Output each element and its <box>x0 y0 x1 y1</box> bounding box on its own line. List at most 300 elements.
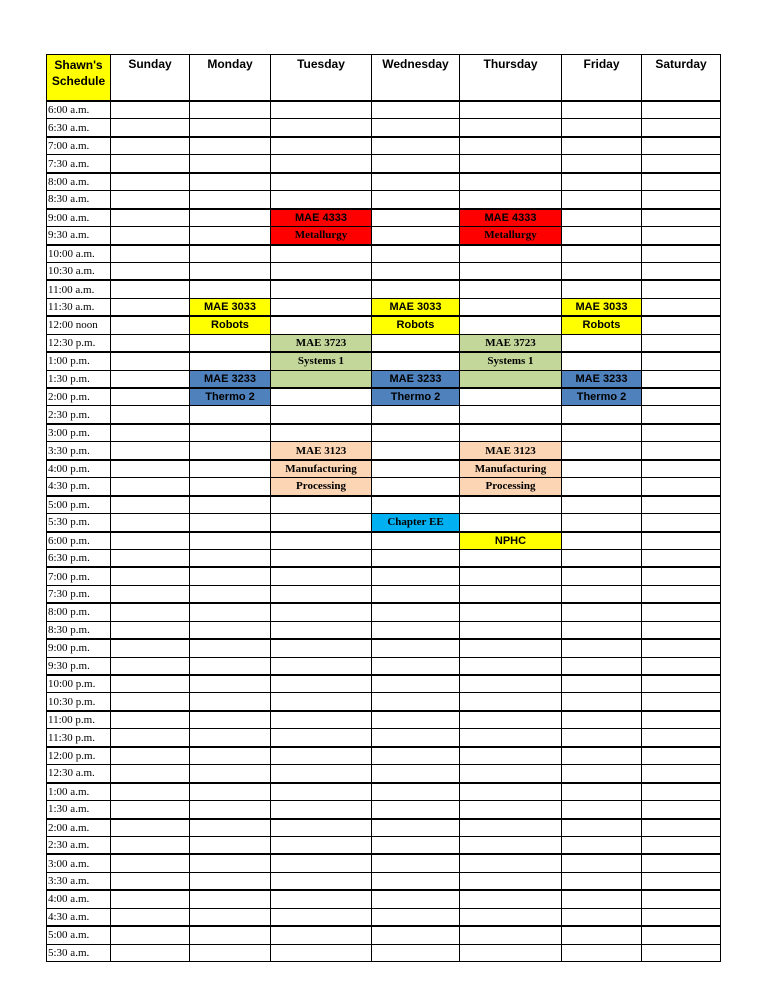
slot-cell-tuesday[interactable] <box>271 137 372 155</box>
slot-cell-saturday[interactable] <box>642 765 721 783</box>
slot-cell-thursday[interactable] <box>460 280 562 298</box>
slot-cell-thursday[interactable] <box>460 388 562 406</box>
slot-cell-friday[interactable] <box>562 657 642 675</box>
slot-cell-saturday[interactable] <box>642 478 721 496</box>
slot-cell-monday[interactable] <box>190 101 271 119</box>
slot-cell-saturday[interactable] <box>642 262 721 280</box>
class-block[interactable]: MAE 3233 <box>190 370 271 388</box>
slot-cell-thursday[interactable] <box>460 298 562 316</box>
slot-cell-monday[interactable] <box>190 908 271 926</box>
slot-cell-saturday[interactable] <box>642 137 721 155</box>
slot-cell-sunday[interactable] <box>111 334 190 352</box>
slot-cell-friday[interactable] <box>562 137 642 155</box>
slot-cell-tuesday[interactable] <box>271 585 372 603</box>
slot-cell-monday[interactable] <box>190 442 271 460</box>
slot-cell-tuesday[interactable] <box>271 532 372 550</box>
class-block[interactable]: MAE 3033 <box>190 298 271 316</box>
slot-cell-tuesday[interactable] <box>271 621 372 639</box>
slot-cell-sunday[interactable] <box>111 801 190 819</box>
slot-cell-friday[interactable] <box>562 191 642 209</box>
slot-cell-thursday[interactable] <box>460 729 562 747</box>
slot-cell-friday[interactable] <box>562 173 642 191</box>
class-block[interactable]: MAE 3123 <box>271 442 372 460</box>
slot-cell-saturday[interactable] <box>642 370 721 388</box>
slot-cell-tuesday[interactable] <box>271 567 372 585</box>
slot-cell-sunday[interactable] <box>111 747 190 765</box>
slot-cell-thursday[interactable] <box>460 908 562 926</box>
class-block[interactable]: Systems 1 <box>271 352 372 370</box>
slot-cell-monday[interactable] <box>190 567 271 585</box>
slot-cell-friday[interactable] <box>562 549 642 567</box>
class-block[interactable]: Thermo 2 <box>562 388 642 406</box>
slot-cell-wednesday[interactable] <box>372 280 460 298</box>
slot-cell-sunday[interactable] <box>111 854 190 872</box>
slot-cell-tuesday[interactable] <box>271 191 372 209</box>
slot-cell-monday[interactable] <box>190 872 271 890</box>
slot-cell-thursday[interactable] <box>460 854 562 872</box>
slot-cell-sunday[interactable] <box>111 783 190 801</box>
slot-cell-wednesday[interactable] <box>372 890 460 908</box>
slot-cell-sunday[interactable] <box>111 119 190 137</box>
slot-cell-saturday[interactable] <box>642 388 721 406</box>
slot-cell-sunday[interactable] <box>111 298 190 316</box>
slot-cell-thursday[interactable] <box>460 926 562 944</box>
slot-cell-tuesday[interactable] <box>271 693 372 711</box>
slot-cell-thursday[interactable] <box>460 836 562 854</box>
slot-cell-tuesday[interactable] <box>271 280 372 298</box>
slot-cell-friday[interactable] <box>562 101 642 119</box>
slot-cell-sunday[interactable] <box>111 872 190 890</box>
slot-cell-wednesday[interactable] <box>372 854 460 872</box>
slot-cell-wednesday[interactable] <box>372 693 460 711</box>
slot-cell-wednesday[interactable] <box>372 908 460 926</box>
slot-cell-saturday[interactable] <box>642 280 721 298</box>
slot-cell-monday[interactable] <box>190 693 271 711</box>
slot-cell-sunday[interactable] <box>111 711 190 729</box>
slot-cell-tuesday[interactable] <box>271 944 372 961</box>
slot-cell-sunday[interactable] <box>111 765 190 783</box>
slot-cell-sunday[interactable] <box>111 352 190 370</box>
slot-cell-monday[interactable] <box>190 549 271 567</box>
slot-cell-wednesday[interactable] <box>372 603 460 621</box>
slot-cell-wednesday[interactable] <box>372 872 460 890</box>
slot-cell-sunday[interactable] <box>111 478 190 496</box>
slot-cell-tuesday[interactable] <box>271 603 372 621</box>
slot-cell-monday[interactable] <box>190 801 271 819</box>
slot-cell-sunday[interactable] <box>111 890 190 908</box>
class-block[interactable]: Manufacturing <box>460 460 562 478</box>
slot-cell-monday[interactable] <box>190 747 271 765</box>
slot-cell-saturday[interactable] <box>642 245 721 263</box>
slot-cell-sunday[interactable] <box>111 424 190 442</box>
slot-cell-sunday[interactable] <box>111 603 190 621</box>
slot-cell-saturday[interactable] <box>642 227 721 245</box>
slot-cell-thursday[interactable] <box>460 783 562 801</box>
slot-cell-sunday[interactable] <box>111 639 190 657</box>
slot-cell-friday[interactable] <box>562 352 642 370</box>
slot-cell-wednesday[interactable] <box>372 191 460 209</box>
slot-cell-saturday[interactable] <box>642 747 721 765</box>
slot-cell-saturday[interactable] <box>642 101 721 119</box>
class-block[interactable]: Thermo 2 <box>190 388 271 406</box>
slot-cell-sunday[interactable] <box>111 280 190 298</box>
slot-cell-sunday[interactable] <box>111 316 190 334</box>
slot-cell-saturday[interactable] <box>642 173 721 191</box>
slot-cell-wednesday[interactable] <box>372 657 460 675</box>
slot-cell-thursday[interactable] <box>460 639 562 657</box>
class-block[interactable]: MAE 3233 <box>562 370 642 388</box>
slot-cell-thursday[interactable] <box>460 585 562 603</box>
slot-cell-friday[interactable] <box>562 765 642 783</box>
slot-cell-wednesday[interactable] <box>372 819 460 837</box>
class-block[interactable]: MAE 3233 <box>372 370 460 388</box>
slot-cell-wednesday[interactable] <box>372 334 460 352</box>
slot-cell-friday[interactable] <box>562 406 642 424</box>
slot-cell-thursday[interactable] <box>460 514 562 532</box>
slot-cell-thursday[interactable] <box>460 819 562 837</box>
slot-cell-tuesday[interactable] <box>271 854 372 872</box>
slot-cell-monday[interactable] <box>190 926 271 944</box>
slot-cell-sunday[interactable] <box>111 155 190 173</box>
slot-cell-sunday[interactable] <box>111 173 190 191</box>
slot-cell-wednesday[interactable] <box>372 621 460 639</box>
class-block[interactable]: MAE 3033 <box>562 298 642 316</box>
slot-cell-tuesday[interactable] <box>271 298 372 316</box>
class-block[interactable]: Manufacturing <box>271 460 372 478</box>
slot-cell-friday[interactable] <box>562 119 642 137</box>
class-block[interactable]: Metallurgy <box>460 227 562 245</box>
slot-cell-sunday[interactable] <box>111 442 190 460</box>
slot-cell-sunday[interactable] <box>111 209 190 227</box>
slot-cell-thursday[interactable] <box>460 424 562 442</box>
slot-cell-friday[interactable] <box>562 693 642 711</box>
slot-cell-saturday[interactable] <box>642 639 721 657</box>
slot-cell-saturday[interactable] <box>642 711 721 729</box>
slot-cell-sunday[interactable] <box>111 496 190 514</box>
slot-cell-friday[interactable] <box>562 567 642 585</box>
slot-cell-friday[interactable] <box>562 908 642 926</box>
slot-cell-saturday[interactable] <box>642 191 721 209</box>
slot-cell-friday[interactable] <box>562 872 642 890</box>
slot-cell-sunday[interactable] <box>111 944 190 961</box>
slot-cell-friday[interactable] <box>562 280 642 298</box>
slot-cell-tuesday[interactable] <box>271 424 372 442</box>
slot-cell-thursday[interactable] <box>460 101 562 119</box>
slot-cell-tuesday[interactable] <box>271 549 372 567</box>
slot-cell-tuesday[interactable] <box>271 819 372 837</box>
slot-cell-saturday[interactable] <box>642 693 721 711</box>
slot-cell-thursday[interactable] <box>460 872 562 890</box>
slot-cell-thursday[interactable] <box>460 675 562 693</box>
slot-cell-monday[interactable] <box>190 657 271 675</box>
slot-cell-friday[interactable] <box>562 514 642 532</box>
slot-cell-saturday[interactable] <box>642 836 721 854</box>
class-block[interactable]: Robots <box>372 316 460 334</box>
slot-cell-friday[interactable] <box>562 209 642 227</box>
slot-cell-tuesday[interactable] <box>271 388 372 406</box>
slot-cell-monday[interactable] <box>190 675 271 693</box>
slot-cell-friday[interactable] <box>562 424 642 442</box>
slot-cell-monday[interactable] <box>190 227 271 245</box>
class-block[interactable]: MAE 4333 <box>460 209 562 227</box>
slot-cell-wednesday[interactable] <box>372 729 460 747</box>
slot-cell-monday[interactable] <box>190 352 271 370</box>
slot-cell-thursday[interactable] <box>460 890 562 908</box>
slot-cell-monday[interactable] <box>190 819 271 837</box>
slot-cell-thursday[interactable] <box>460 621 562 639</box>
class-block[interactable]: NPHC <box>460 532 562 550</box>
slot-cell-monday[interactable] <box>190 478 271 496</box>
slot-cell-monday[interactable] <box>190 245 271 263</box>
slot-cell-friday[interactable] <box>562 801 642 819</box>
slot-cell-wednesday[interactable] <box>372 944 460 961</box>
class-block[interactable]: MAE 3723 <box>271 334 372 352</box>
slot-cell-saturday[interactable] <box>642 944 721 961</box>
slot-cell-tuesday[interactable] <box>271 783 372 801</box>
slot-cell-sunday[interactable] <box>111 101 190 119</box>
slot-cell-monday[interactable] <box>190 406 271 424</box>
slot-cell-saturday[interactable] <box>642 926 721 944</box>
slot-cell-tuesday[interactable] <box>271 801 372 819</box>
class-block[interactable]: Systems 1 <box>460 352 562 370</box>
slot-cell-friday[interactable] <box>562 227 642 245</box>
slot-cell-monday[interactable] <box>190 173 271 191</box>
slot-cell-thursday[interactable] <box>460 603 562 621</box>
class-block[interactable]: MAE 4333 <box>271 209 372 227</box>
slot-cell-wednesday[interactable] <box>372 747 460 765</box>
slot-cell-friday[interactable] <box>562 245 642 263</box>
slot-cell-saturday[interactable] <box>642 298 721 316</box>
slot-cell-monday[interactable] <box>190 424 271 442</box>
slot-cell-sunday[interactable] <box>111 729 190 747</box>
slot-cell-tuesday[interactable] <box>271 765 372 783</box>
slot-cell-thursday[interactable] <box>460 316 562 334</box>
slot-cell-wednesday[interactable] <box>372 478 460 496</box>
slot-cell-thursday[interactable] <box>460 567 562 585</box>
slot-cell-tuesday[interactable] <box>271 101 372 119</box>
slot-cell-tuesday[interactable] <box>271 316 372 334</box>
slot-cell-tuesday[interactable] <box>271 890 372 908</box>
slot-cell-friday[interactable] <box>562 621 642 639</box>
slot-cell-saturday[interactable] <box>642 603 721 621</box>
slot-cell-thursday[interactable] <box>460 657 562 675</box>
class-block[interactable] <box>460 370 562 388</box>
slot-cell-wednesday[interactable] <box>372 765 460 783</box>
class-block[interactable]: Thermo 2 <box>372 388 460 406</box>
slot-cell-tuesday[interactable] <box>271 514 372 532</box>
slot-cell-thursday[interactable] <box>460 173 562 191</box>
slot-cell-friday[interactable] <box>562 926 642 944</box>
slot-cell-monday[interactable] <box>190 639 271 657</box>
slot-cell-friday[interactable] <box>562 783 642 801</box>
slot-cell-thursday[interactable] <box>460 944 562 961</box>
slot-cell-sunday[interactable] <box>111 908 190 926</box>
slot-cell-thursday[interactable] <box>460 119 562 137</box>
slot-cell-monday[interactable] <box>190 944 271 961</box>
slot-cell-tuesday[interactable] <box>271 639 372 657</box>
slot-cell-monday[interactable] <box>190 262 271 280</box>
slot-cell-saturday[interactable] <box>642 675 721 693</box>
slot-cell-saturday[interactable] <box>642 460 721 478</box>
slot-cell-monday[interactable] <box>190 729 271 747</box>
slot-cell-thursday[interactable] <box>460 693 562 711</box>
slot-cell-sunday[interactable] <box>111 532 190 550</box>
slot-cell-friday[interactable] <box>562 585 642 603</box>
slot-cell-thursday[interactable] <box>460 801 562 819</box>
slot-cell-friday[interactable] <box>562 478 642 496</box>
slot-cell-tuesday[interactable] <box>271 119 372 137</box>
slot-cell-friday[interactable] <box>562 603 642 621</box>
slot-cell-sunday[interactable] <box>111 926 190 944</box>
slot-cell-wednesday[interactable] <box>372 245 460 263</box>
slot-cell-friday[interactable] <box>562 334 642 352</box>
slot-cell-monday[interactable] <box>190 209 271 227</box>
slot-cell-saturday[interactable] <box>642 352 721 370</box>
slot-cell-saturday[interactable] <box>642 783 721 801</box>
slot-cell-sunday[interactable] <box>111 819 190 837</box>
slot-cell-thursday[interactable] <box>460 262 562 280</box>
slot-cell-monday[interactable] <box>190 334 271 352</box>
slot-cell-sunday[interactable] <box>111 227 190 245</box>
slot-cell-wednesday[interactable] <box>372 639 460 657</box>
slot-cell-friday[interactable] <box>562 675 642 693</box>
slot-cell-saturday[interactable] <box>642 621 721 639</box>
slot-cell-saturday[interactable] <box>642 334 721 352</box>
slot-cell-friday[interactable] <box>562 836 642 854</box>
slot-cell-thursday[interactable] <box>460 406 562 424</box>
slot-cell-monday[interactable] <box>190 603 271 621</box>
slot-cell-saturday[interactable] <box>642 442 721 460</box>
slot-cell-saturday[interactable] <box>642 514 721 532</box>
slot-cell-sunday[interactable] <box>111 245 190 263</box>
slot-cell-monday[interactable] <box>190 585 271 603</box>
slot-cell-tuesday[interactable] <box>271 155 372 173</box>
slot-cell-wednesday[interactable] <box>372 567 460 585</box>
slot-cell-monday[interactable] <box>190 460 271 478</box>
slot-cell-sunday[interactable] <box>111 549 190 567</box>
slot-cell-monday[interactable] <box>190 765 271 783</box>
slot-cell-sunday[interactable] <box>111 191 190 209</box>
slot-cell-sunday[interactable] <box>111 693 190 711</box>
slot-cell-monday[interactable] <box>190 155 271 173</box>
slot-cell-thursday[interactable] <box>460 747 562 765</box>
slot-cell-sunday[interactable] <box>111 657 190 675</box>
slot-cell-saturday[interactable] <box>642 890 721 908</box>
slot-cell-wednesday[interactable] <box>372 532 460 550</box>
slot-cell-wednesday[interactable] <box>372 424 460 442</box>
class-block[interactable]: Robots <box>190 316 271 334</box>
slot-cell-monday[interactable] <box>190 621 271 639</box>
slot-cell-thursday[interactable] <box>460 245 562 263</box>
slot-cell-friday[interactable] <box>562 532 642 550</box>
slot-cell-friday[interactable] <box>562 747 642 765</box>
slot-cell-tuesday[interactable] <box>271 675 372 693</box>
slot-cell-saturday[interactable] <box>642 801 721 819</box>
slot-cell-tuesday[interactable] <box>271 406 372 424</box>
slot-cell-friday[interactable] <box>562 944 642 961</box>
slot-cell-tuesday[interactable] <box>271 747 372 765</box>
slot-cell-wednesday[interactable] <box>372 711 460 729</box>
slot-cell-saturday[interactable] <box>642 424 721 442</box>
slot-cell-wednesday[interactable] <box>372 496 460 514</box>
slot-cell-friday[interactable] <box>562 890 642 908</box>
slot-cell-wednesday[interactable] <box>372 836 460 854</box>
slot-cell-sunday[interactable] <box>111 388 190 406</box>
slot-cell-wednesday[interactable] <box>372 209 460 227</box>
slot-cell-sunday[interactable] <box>111 370 190 388</box>
slot-cell-wednesday[interactable] <box>372 549 460 567</box>
slot-cell-wednesday[interactable] <box>372 119 460 137</box>
class-block[interactable]: Processing <box>271 478 372 496</box>
slot-cell-monday[interactable] <box>190 119 271 137</box>
slot-cell-thursday[interactable] <box>460 549 562 567</box>
slot-cell-sunday[interactable] <box>111 460 190 478</box>
slot-cell-wednesday[interactable] <box>372 783 460 801</box>
slot-cell-wednesday[interactable] <box>372 801 460 819</box>
slot-cell-monday[interactable] <box>190 514 271 532</box>
slot-cell-monday[interactable] <box>190 890 271 908</box>
slot-cell-saturday[interactable] <box>642 908 721 926</box>
slot-cell-sunday[interactable] <box>111 567 190 585</box>
slot-cell-wednesday[interactable] <box>372 406 460 424</box>
slot-cell-monday[interactable] <box>190 137 271 155</box>
slot-cell-wednesday[interactable] <box>372 227 460 245</box>
slot-cell-thursday[interactable] <box>460 711 562 729</box>
slot-cell-tuesday[interactable] <box>271 711 372 729</box>
slot-cell-tuesday[interactable] <box>271 729 372 747</box>
slot-cell-thursday[interactable] <box>460 155 562 173</box>
slot-cell-wednesday[interactable] <box>372 101 460 119</box>
slot-cell-wednesday[interactable] <box>372 442 460 460</box>
slot-cell-friday[interactable] <box>562 711 642 729</box>
slot-cell-saturday[interactable] <box>642 155 721 173</box>
class-block[interactable]: Metallurgy <box>271 227 372 245</box>
slot-cell-monday[interactable] <box>190 854 271 872</box>
slot-cell-saturday[interactable] <box>642 854 721 872</box>
slot-cell-saturday[interactable] <box>642 496 721 514</box>
slot-cell-tuesday[interactable] <box>271 173 372 191</box>
class-block[interactable] <box>271 370 372 388</box>
slot-cell-wednesday[interactable] <box>372 675 460 693</box>
slot-cell-friday[interactable] <box>562 155 642 173</box>
slot-cell-saturday[interactable] <box>642 549 721 567</box>
slot-cell-thursday[interactable] <box>460 137 562 155</box>
slot-cell-friday[interactable] <box>562 442 642 460</box>
slot-cell-wednesday[interactable] <box>372 173 460 191</box>
slot-cell-sunday[interactable] <box>111 585 190 603</box>
class-block[interactable]: Processing <box>460 478 562 496</box>
slot-cell-wednesday[interactable] <box>372 460 460 478</box>
slot-cell-monday[interactable] <box>190 280 271 298</box>
slot-cell-tuesday[interactable] <box>271 908 372 926</box>
slot-cell-saturday[interactable] <box>642 119 721 137</box>
slot-cell-wednesday[interactable] <box>372 585 460 603</box>
class-block[interactable]: Robots <box>562 316 642 334</box>
slot-cell-saturday[interactable] <box>642 406 721 424</box>
slot-cell-sunday[interactable] <box>111 262 190 280</box>
slot-cell-friday[interactable] <box>562 496 642 514</box>
slot-cell-wednesday[interactable] <box>372 926 460 944</box>
slot-cell-wednesday[interactable] <box>372 352 460 370</box>
slot-cell-wednesday[interactable] <box>372 155 460 173</box>
slot-cell-tuesday[interactable] <box>271 245 372 263</box>
slot-cell-friday[interactable] <box>562 460 642 478</box>
slot-cell-monday[interactable] <box>190 496 271 514</box>
slot-cell-monday[interactable] <box>190 711 271 729</box>
class-block[interactable]: Chapter EE <box>372 514 460 532</box>
class-block[interactable]: MAE 3033 <box>372 298 460 316</box>
slot-cell-friday[interactable] <box>562 262 642 280</box>
